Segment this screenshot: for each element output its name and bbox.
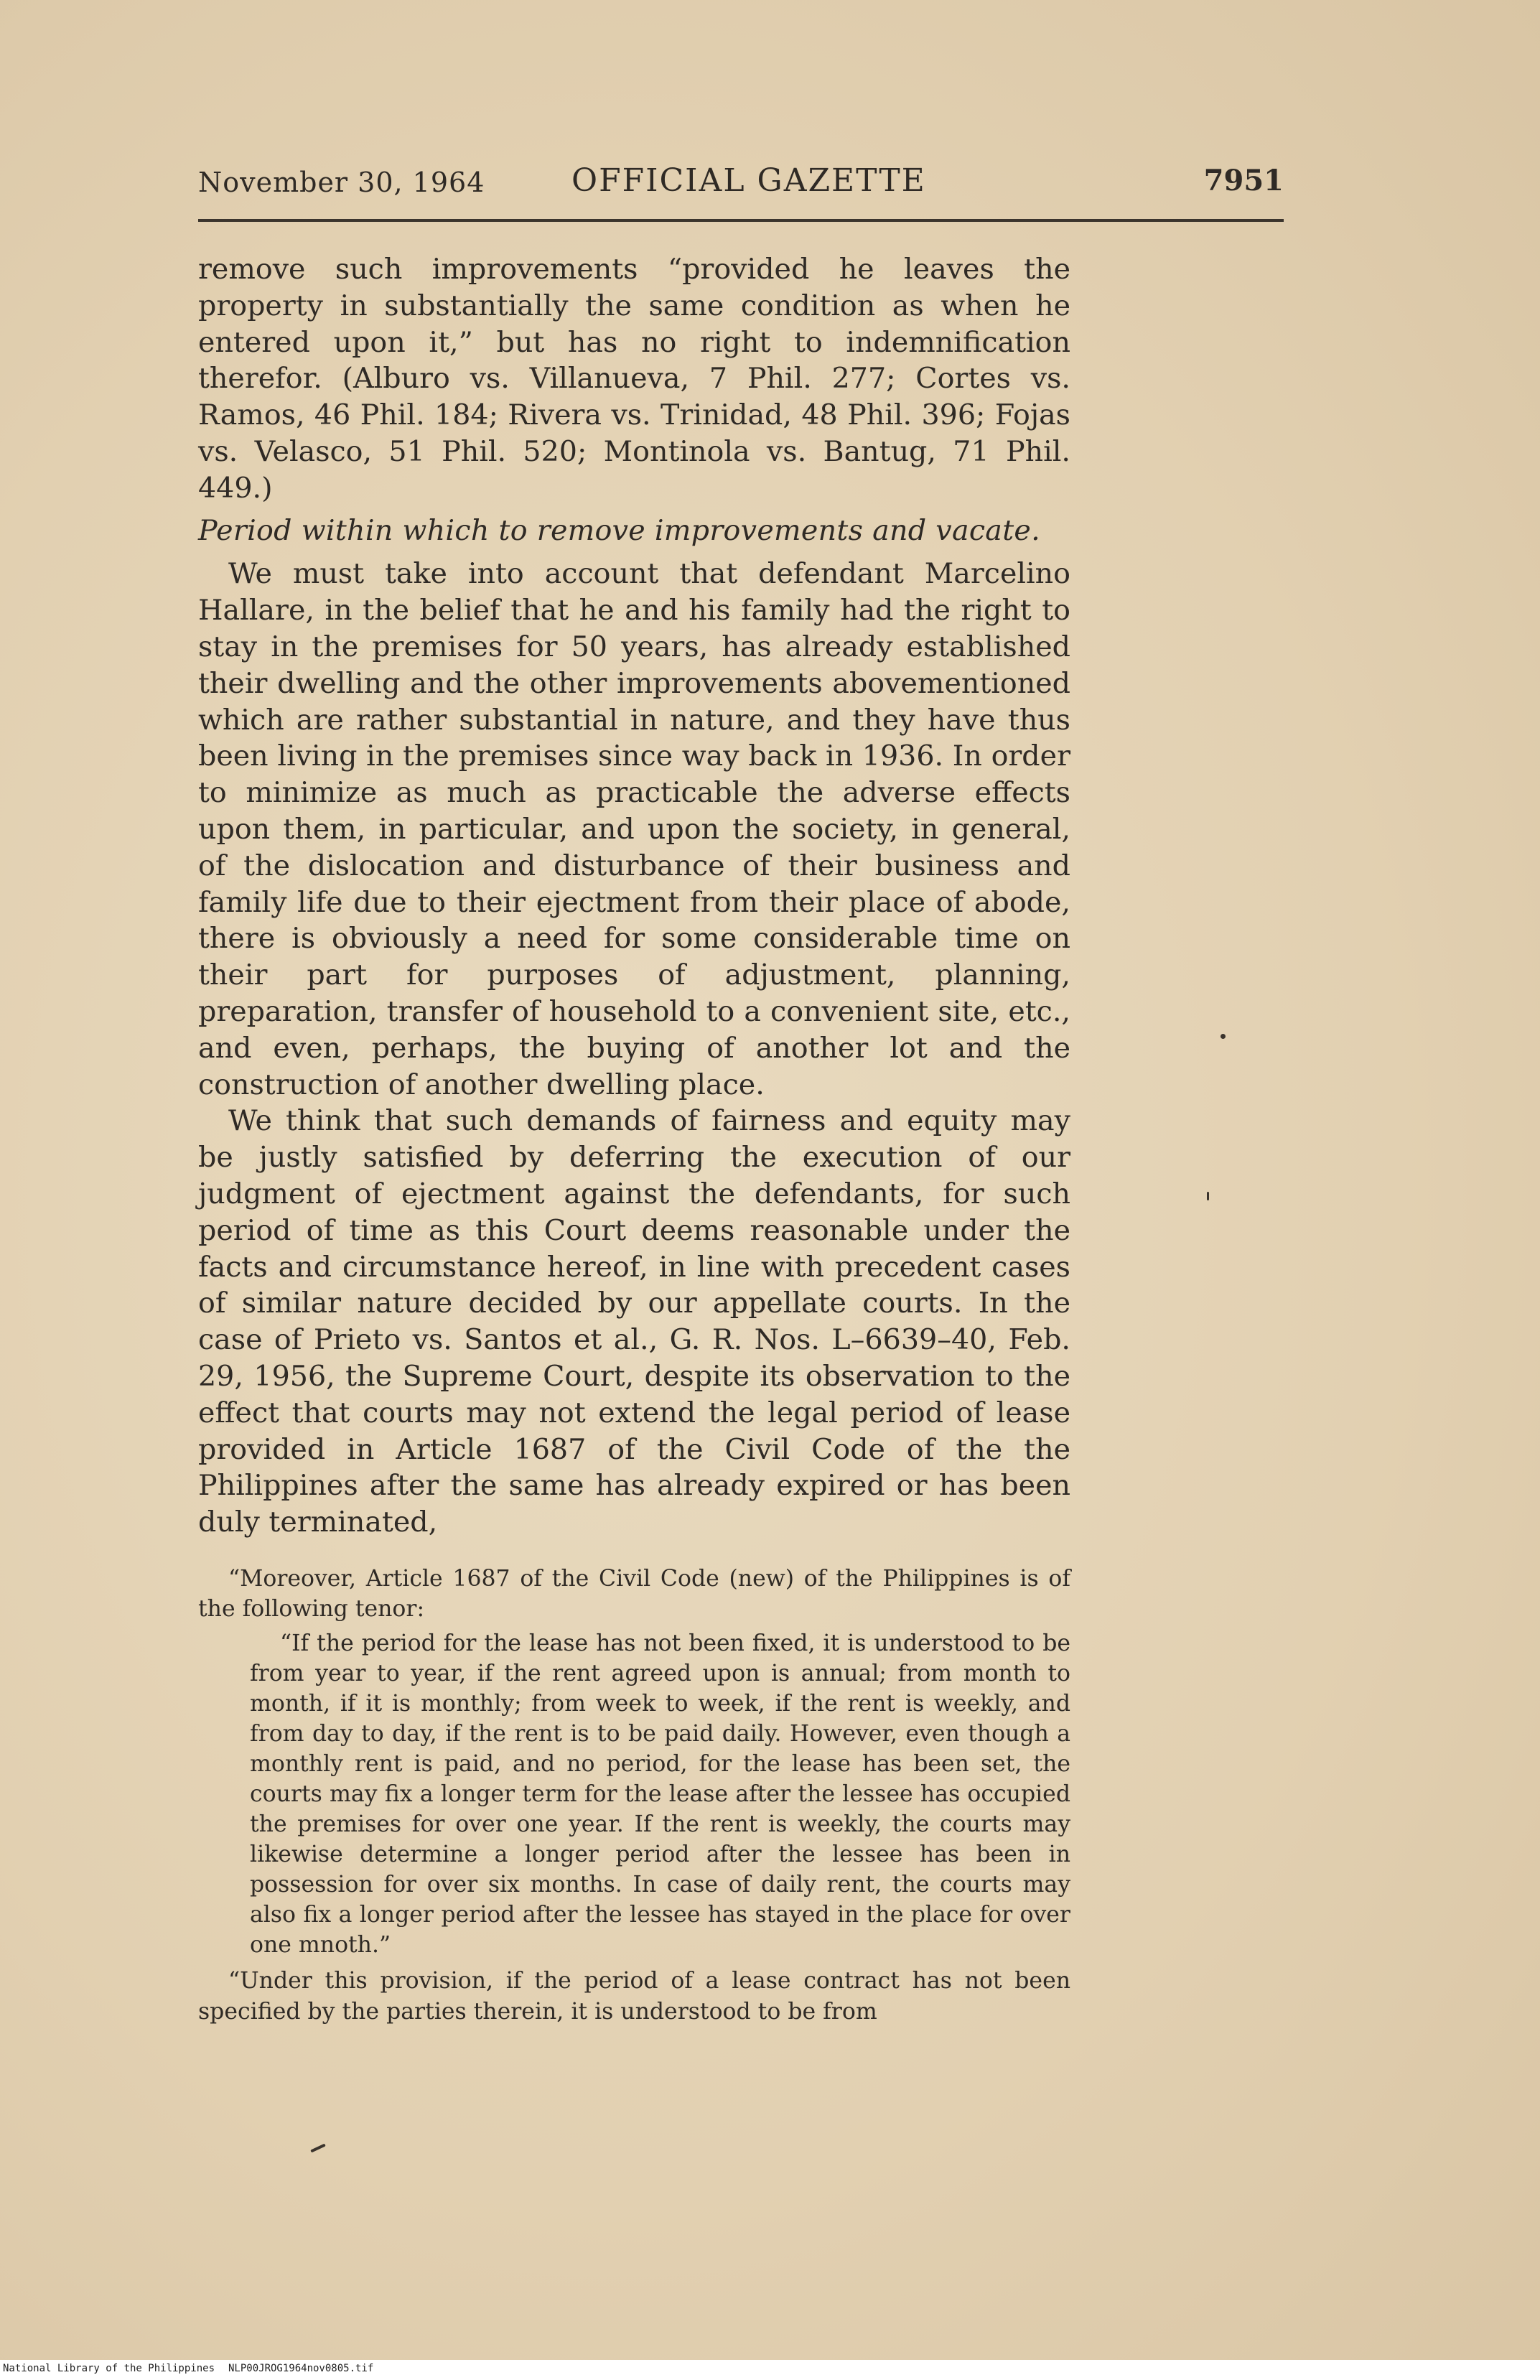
paper-speck xyxy=(1221,1034,1226,1039)
page-number: 7951 xyxy=(1203,164,1284,197)
header-rule xyxy=(198,219,1284,222)
paper-speck xyxy=(310,2144,326,2153)
footer-filename: NLP00JROG1964nov0805.tif xyxy=(228,2363,374,2374)
paragraph-3: We think that such demands of fairness and equity may be justly satisfied by deferring the execution of our judgment of ejectment against the defendants, for such period of time as this Court deems reasonable under the facts and circumstance hereof, in line with precedent cases of similar nature decided by our appellate courts. In the case of Prieto vs. Santos et al., G. R. Nos. L–6639–40, Feb. 29, 1956, the Supreme Court, despite its observation to the effect that courts may not extend the legal period of lease provided in Article 1687 of the Civil Code of the the Philippines after the same has already expired or has been duly terminated, xyxy=(198,1104,1070,1539)
paragraph-2: We must take into account that defendant Marcelino Hallare, in the belief that he and his family had the right to stay in the premises for 50 years, has already established their dwelling and the other improvements abovementioned which are rather substantial in nature, and they have thus been living in the premises since way back in 1936. In order to minimize as much as practicable the adverse effects upon them, in particular, and upon the society, in general, of the dislocation and disturbance of their business and family life due to their ejectment from their place of abode, there is obviously a need for some considerable time on their part for purposes of adjustment, planning, preparation, transfer of household to a convenient site, etc., and even, perhaps, the buying of another lot and the construction of another dwelling place. xyxy=(198,557,1070,1101)
section-heading: Period within which to remove improvements and vacate. xyxy=(198,513,1041,547)
publication-title: OFFICIAL GAZETTE xyxy=(571,162,926,199)
header-date: November 30, 1964 xyxy=(198,167,485,198)
quote-continuation: “Under this provision, if the period of a lease contract has not been specified by the parties therein, it is understood to be from xyxy=(198,1968,1070,2025)
page-header xyxy=(198,162,1284,217)
paper-speck xyxy=(1207,1192,1209,1200)
main-text xyxy=(198,251,1070,1541)
footer-library: National Library of the Philippines xyxy=(3,2363,215,2374)
quoted-decision xyxy=(198,1564,1070,2027)
quote-article-1687: “If the period for the lease has not been fixed, it is understood to be from year to year, if the rent agreed upon is annual; from month to month, if it is monthly; from week to week, if the rent is weekly, and from day to day, if the rent is to be paid daily. However, even though a monthly rent is paid, and no period, for the lease has been set, the courts may fix a longer term for the lease after the lessee has occupied the premises for over one year. If the rent is weekly, the courts may likewise determine a longer period after the lessee has been in possession for over six months. In case of daily rent, the courts may also fix a longer period after the lessee has stayed in the place for over one mnoth.” xyxy=(250,1630,1070,1959)
quote-intro: “Moreover, Article 1687 of the Civil Code (new) of the Philippines is of the following tenor: xyxy=(198,1566,1070,1623)
paragraph-1: remove such improvements “provided he leaves the property in substantially the same condition as when he entered upon it,” but has no right to indemnification therefor. (Alburo vs. Villanueva, 7 Phil. 277; Cortes vs. Ramos, 46 Phil. 184; Rivera vs. Trinidad, 48 Phil. 396; Fojas vs. Velasco, 51 Phil. 520; Montinola vs. Bantug, 71 Phil. 449.) xyxy=(198,253,1070,505)
scan-footer xyxy=(0,2360,1540,2380)
